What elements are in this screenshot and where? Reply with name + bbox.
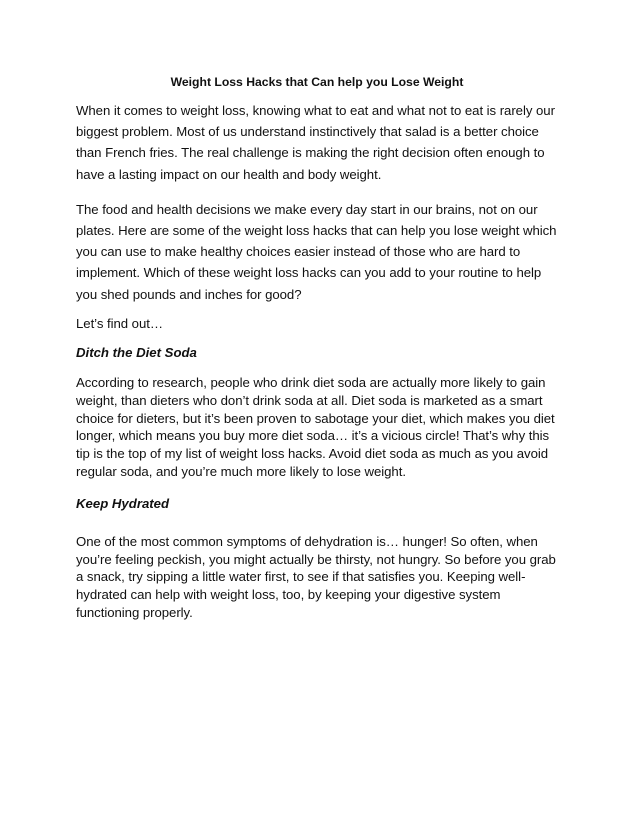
section-heading: Keep Hydrated bbox=[76, 495, 170, 511]
section-heading: Ditch the Diet Soda bbox=[76, 345, 197, 361]
section-paragraph: One of the most common symptoms of dehydration is… hunger! So often, when you’re feeling peckish, you might actually be thirsty, not hungry. So before you grab a snack, try sipping a little water first, to see if that satisfies you. Keeping well-hydrated can help with weight loss, too, by keeping your digestive system functioning properly. bbox=[76, 533, 556, 620]
section-paragraph: According to research, people who drink diet soda are actually more likely to gain weight, than dieters who don’t drink soda at all. Diet soda is marketed as a smart choice for dieters, but it’s been proven to sabotage your diet, which makes you diet longer, which means you buy more diet soda… it’s a vicious circle! That’s why this tip is the top of my list of weight loss hacks. Avoid diet soda as much as you avoid regular soda, and you’re much more likely to lose weight. bbox=[76, 375, 555, 480]
intro-paragraph: The food and health decisions we make every day start in our brains, not on our plates. Here are some of the weight loss hacks that can help you lose weight which you can use to make healthy choices easier instead of those who are hard to implement. Which of these weight loss hacks can you add to your routine to help you shed pounds and inches for good? bbox=[76, 201, 557, 302]
intro-paragraph: When it comes to weight loss, knowing what to eat and what not to eat is rarely our biggest problem. Most of us understand instinctively that salad is a better choice than French fries. The real challenge is making the right decision often enough to have a lasting impact on our health and body weight. bbox=[76, 103, 555, 182]
document-title: Weight Loss Hacks that Can help you Lose Weight bbox=[170, 75, 464, 89]
intro-paragraph: Let’s find out… bbox=[76, 315, 163, 331]
